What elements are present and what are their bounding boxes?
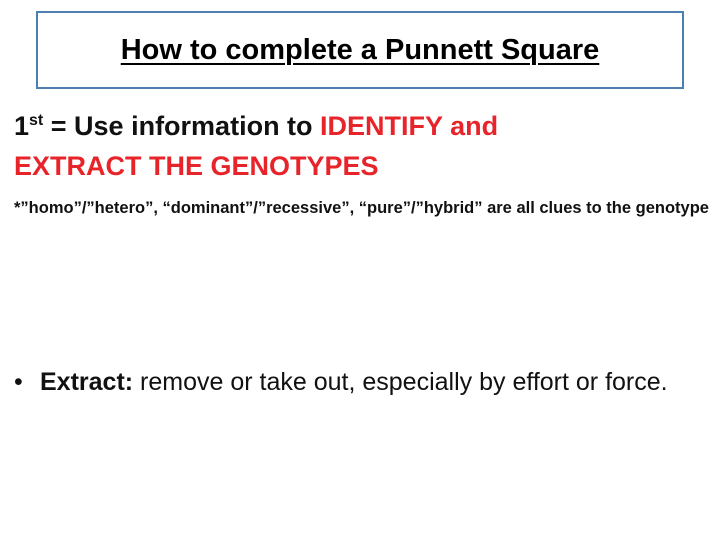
definition-term: Extract: [40, 368, 134, 396]
step-number-suffix: st [29, 112, 44, 129]
step-number: 1 [14, 111, 30, 141]
heading-connector: and [442, 111, 499, 141]
definition-bullet [14, 364, 704, 400]
step-heading [14, 106, 714, 186]
genotype-clues-note: *”homo”/”hetero”, “dominant”/”recessive”, “pure”/”hybrid” are all clues to the genotype [14, 199, 709, 217]
step-heading-prefix: = Use information to [43, 111, 321, 141]
definition-text [40, 364, 668, 400]
identify-keyword: IDENTIFY [320, 111, 443, 141]
definition-body: remove or take out, especially by effort or force. [133, 368, 668, 396]
title-box [36, 11, 684, 89]
slide-title: How to complete a Punnett Square [120, 33, 600, 66]
bullet-icon: • [14, 368, 23, 396]
extract-genotypes-keyword: EXTRACT THE GENOTYPES [14, 151, 379, 181]
